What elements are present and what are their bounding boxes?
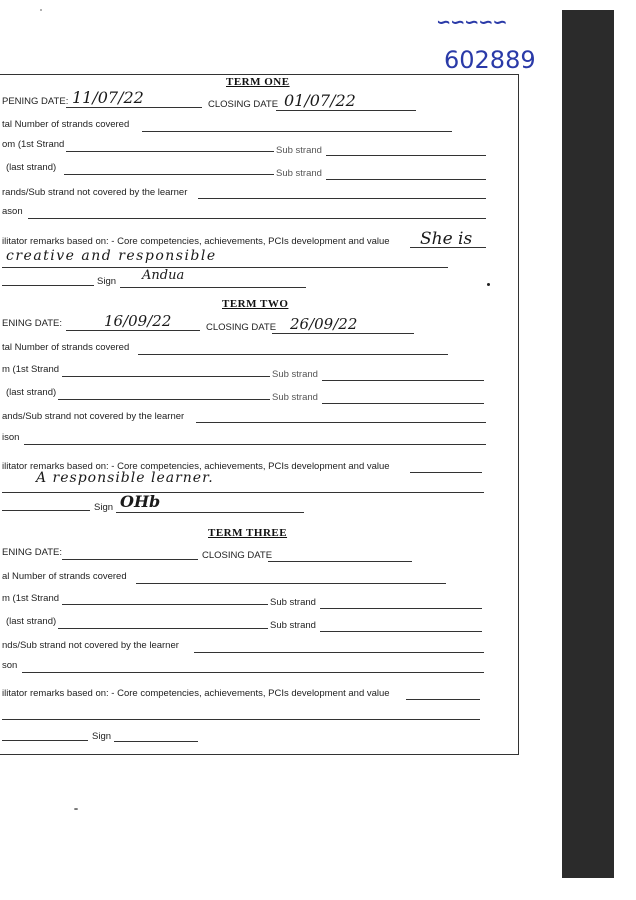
sign-label: Sign <box>92 731 112 742</box>
reason-label: ason <box>2 206 23 217</box>
remarks-field[interactable] <box>2 719 480 720</box>
not-covered-label: rands/Sub strand not covered by the learner <box>2 187 188 198</box>
opening-date-field[interactable] <box>66 107 202 108</box>
total-strands-field[interactable] <box>136 583 446 584</box>
from-strand-field[interactable] <box>62 376 270 377</box>
sub-strand-label: Sub strand <box>272 369 318 380</box>
stamp-scribble: ∽∽∽∽∽ <box>436 12 507 33</box>
sign-field[interactable] <box>120 287 306 288</box>
sub-strand-field[interactable] <box>326 179 486 180</box>
closing-date-value: 26/09/22 <box>290 315 358 333</box>
total-strands-label: tal Number of strands covered <box>2 342 130 353</box>
not-covered-field[interactable] <box>194 652 484 653</box>
term-three-heading: TERM THREE <box>208 527 288 539</box>
sub-strand-field[interactable] <box>320 631 482 632</box>
remarks-label: ilitator remarks based on: - Core competencies, achievements, PCIs development and value <box>2 688 390 699</box>
remarks-label: ilitator remarks based on: - Core competencies, achievements, PCIs development and value <box>2 461 390 472</box>
sign-field[interactable] <box>114 741 198 742</box>
scan-speck <box>40 9 42 11</box>
remarks-label: ilitator remarks based on: - Core competencies, achievements, PCIs development and value <box>2 236 390 247</box>
scan-edge-shadow <box>562 10 614 878</box>
sub-strand-field[interactable] <box>322 380 484 381</box>
remarks-field[interactable] <box>406 699 480 700</box>
sub-strand-field[interactable] <box>326 155 486 156</box>
not-covered-label: ands/Sub strand not covered by the learner <box>2 411 185 422</box>
remarks-handwriting: creative and responsible <box>6 248 217 264</box>
closing-date-field[interactable] <box>272 333 414 334</box>
to-strand-label: (last strand) <box>6 387 57 398</box>
from-strand-label: om (1st Strand <box>2 139 65 150</box>
to-strand-field[interactable] <box>64 174 274 175</box>
total-strands-field[interactable] <box>138 354 448 355</box>
sign-label: Sign <box>97 276 117 287</box>
sub-strand-label: Sub strand <box>270 620 316 631</box>
opening-date-value: 11/07/22 <box>72 88 144 107</box>
opening-date-label: PENING DATE: <box>2 96 69 107</box>
closing-date-value: 01/07/22 <box>284 91 356 110</box>
reason-field[interactable] <box>22 672 484 673</box>
reason-label: ison <box>2 432 20 443</box>
to-strand-label: (last strand) <box>6 616 57 627</box>
opening-date-field[interactable] <box>62 559 198 560</box>
closing-date-label: CLOSING DATE <box>208 99 279 110</box>
ink-mark <box>487 283 490 286</box>
reason-label: son <box>2 660 18 671</box>
remarks-field[interactable] <box>410 472 482 473</box>
sub-strand-label: Sub strand <box>272 392 318 403</box>
sub-strand-label: Sub strand <box>270 597 316 608</box>
date-field[interactable] <box>2 740 88 741</box>
from-strand-field[interactable] <box>62 604 268 605</box>
to-strand-label: (last strand) <box>6 162 57 173</box>
total-strands-label: al Number of strands covered <box>2 571 127 582</box>
sign-label: Sign <box>94 502 114 513</box>
stamp-number: 602889 <box>444 46 536 74</box>
reason-field[interactable] <box>24 444 486 445</box>
sub-strand-field[interactable] <box>322 403 484 404</box>
from-strand-label: m (1st Strand <box>2 593 60 604</box>
not-covered-label: nds/Sub strand not covered by the learner <box>2 640 179 651</box>
opening-date-field[interactable] <box>66 330 200 331</box>
opening-date-label: ENING DATE: <box>2 318 62 329</box>
total-strands-field[interactable] <box>142 131 452 132</box>
remarks-field[interactable] <box>2 492 484 493</box>
not-covered-field[interactable] <box>198 198 486 199</box>
signature: OHb <box>120 492 161 511</box>
signature: Andua <box>142 268 185 283</box>
closing-date-field[interactable] <box>268 561 412 562</box>
to-strand-field[interactable] <box>58 628 268 629</box>
from-strand-label: m (1st Strand <box>2 364 60 375</box>
term-one-heading: TERM ONE <box>226 76 290 88</box>
scan-speck <box>74 808 78 810</box>
closing-date-field[interactable] <box>276 110 416 111</box>
remarks-field[interactable] <box>2 267 448 268</box>
sub-strand-label: Sub strand <box>276 168 322 179</box>
closing-date-label: CLOSING DATE <box>206 322 277 333</box>
total-strands-label: tal Number of strands covered <box>2 119 130 130</box>
not-covered-field[interactable] <box>196 422 486 423</box>
to-strand-field[interactable] <box>58 399 270 400</box>
remarks-handwriting: A responsible learner. <box>36 470 214 486</box>
sub-strand-field[interactable] <box>320 608 482 609</box>
sub-strand-label: Sub strand <box>276 145 322 156</box>
term-two-heading: TERM TWO <box>222 298 289 310</box>
date-field[interactable] <box>2 285 94 286</box>
sign-field[interactable] <box>116 512 304 513</box>
closing-date-label: CLOSING DATE <box>202 550 273 561</box>
date-field[interactable] <box>2 510 90 511</box>
remarks-handwriting: She is <box>420 229 473 249</box>
opening-date-label: ENING DATE: <box>2 547 62 558</box>
from-strand-field[interactable] <box>66 151 274 152</box>
opening-date-value: 16/09/22 <box>104 312 172 330</box>
reason-field[interactable] <box>28 218 486 219</box>
